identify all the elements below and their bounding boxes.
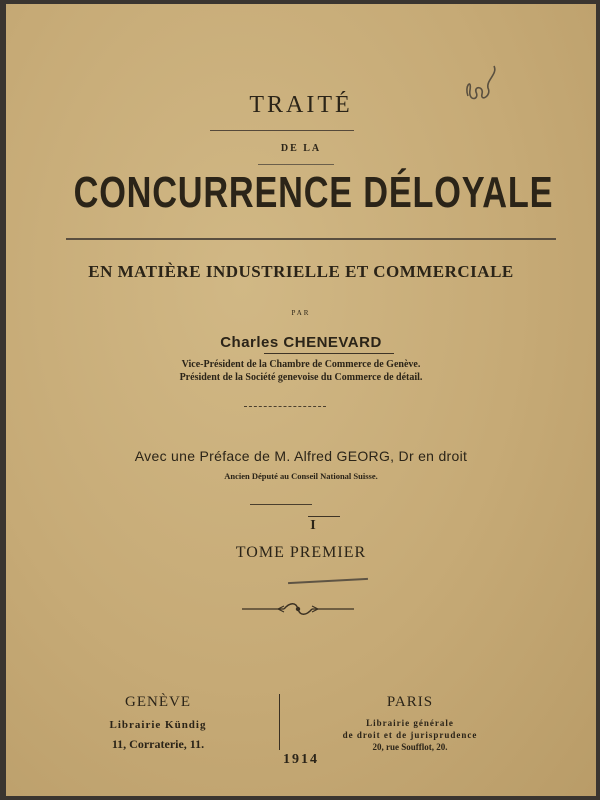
volume-label: TOME PREMIER: [235, 544, 367, 561]
pencil-mark: [258, 164, 334, 165]
author-name: Charles CHENEVARD: [220, 334, 382, 351]
author-role-2: Président de la Société genevoise du Commerce de détail.: [179, 372, 423, 383]
title-line-traite: TRAITÉ: [249, 92, 353, 118]
publisher-geneva-address: 11, Corraterie, 11.: [111, 737, 205, 751]
separator-1: [244, 406, 326, 407]
main-title: CONCURRENCE DÉLOYALE: [73, 168, 554, 217]
publisher-paris-city: PARIS: [386, 694, 434, 710]
publisher-divider: [279, 694, 280, 750]
separator-2: [250, 504, 312, 505]
publisher-geneva-name: Librairie Kündig: [109, 719, 207, 731]
publisher-paris-name: [310, 717, 510, 741]
ornament-icon: [238, 602, 358, 616]
publisher-paris-name-1: Librairie générale: [366, 718, 454, 728]
subtitle: EN MATIÈRE INDUSTRIELLE ET COMMERCIALE: [88, 262, 514, 281]
author-roles: [6, 358, 596, 384]
title-line-de-la: DE LA: [280, 143, 322, 154]
underline-author: [264, 353, 394, 354]
preface-line: Avec une Préface de M. Alfred GEORG, Dr en droit: [134, 448, 468, 464]
publisher-geneva: [58, 694, 258, 752]
title-page: [6, 4, 596, 796]
pencil-mark-volume: [308, 516, 340, 517]
par-label: PAR: [291, 309, 311, 317]
publication-year: 1914: [283, 752, 319, 767]
publisher-paris-name-2: de droit et de jurisprudence: [342, 730, 478, 740]
pencil-underline-volume: [288, 578, 368, 584]
underline-traite: [210, 130, 354, 131]
volume-handwritten: I: [310, 518, 316, 533]
publisher-paris-address: 20, rue Soufflot, 20.: [372, 742, 448, 752]
publisher-geneva-city: GENÈVE: [125, 694, 191, 710]
author-role-1: Vice-Président de la Chambre de Commerce de Genève.: [181, 359, 421, 370]
underline-main-title: [66, 238, 556, 240]
preface-sub: Ancien Député au Conseil National Suisse.: [224, 471, 378, 481]
publisher-paris: [310, 694, 510, 752]
